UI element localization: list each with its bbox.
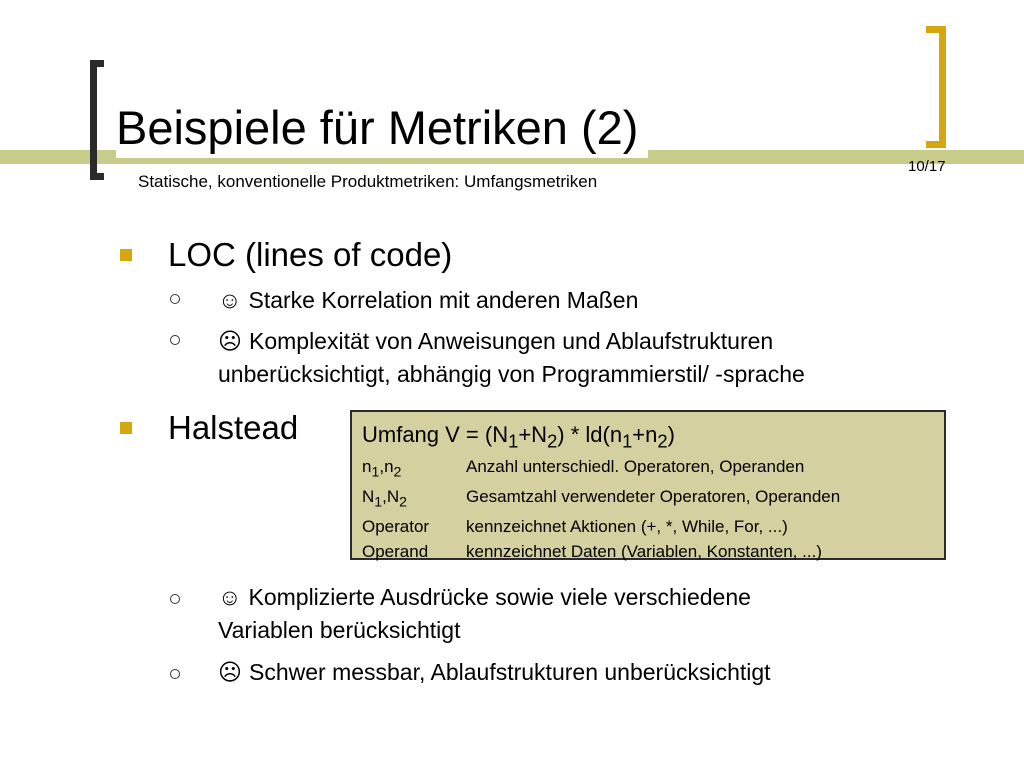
- smiley-icon: ☺: [218, 287, 242, 313]
- definition-description: kennzeichnet Daten (Variablen, Konstanten, ...): [466, 541, 822, 561]
- definition-row: [362, 485, 934, 515]
- halstead-con-text: Schwer messbar, Ablaufstrukturen unberücksichtigt: [248, 659, 771, 685]
- definition-term: $N_1,N_2$: [362, 487, 408, 511]
- halstead-pro-text-1: Komplizierte Ausdrücke sowie viele verschiedene: [248, 584, 751, 610]
- frown-icon: ☹: [218, 328, 242, 354]
- definition-term: Operand: [362, 541, 429, 561]
- definition-row: [362, 515, 934, 540]
- loc-pro-text: Starke Korrelation mit anderen Maßen: [248, 287, 639, 313]
- halstead-pro-item: [218, 581, 751, 647]
- smiley-icon: ☺: [218, 584, 242, 610]
- page-subtitle: Statische, konventionelle Produktmetriken: Umfangsmetriken: [138, 172, 598, 191]
- halstead-formula: Umfang $V = (N_1+N_2) * ld(n_1+n_2)$: [362, 422, 675, 452]
- circle-bullet-icon: [170, 294, 180, 304]
- definition-description: kennzeichnet Aktionen (+, *, While, For, ...): [466, 517, 788, 537]
- loc-con-item: [218, 325, 805, 391]
- halstead-formula-box: [350, 410, 946, 560]
- halstead-pro-text-2: Variablen berücksichtigt: [218, 617, 461, 643]
- definition-description: Anzahl unterschiedl. Operatoren, Operanden: [466, 457, 805, 477]
- page-number: 10/17: [908, 158, 946, 175]
- definition-description: Gesamtzahl verwendeter Operatoren, Operanden: [466, 487, 841, 507]
- right-bracket-decoration: [926, 26, 946, 148]
- circle-bullet-icon: [170, 669, 180, 679]
- page-title: Beispiele für Metriken (2): [116, 98, 648, 158]
- bullet-square-icon: [120, 422, 132, 434]
- circle-bullet-icon: [170, 594, 180, 604]
- definition-term: Operator: [362, 517, 430, 537]
- bullet-square-icon: [120, 249, 132, 261]
- loc-pro-item: [218, 284, 638, 317]
- loc-con-text-1: Komplexität von Anweisungen und Ablaufstrukturen: [248, 328, 774, 354]
- bullet-loc: LOC (lines of code): [168, 236, 453, 273]
- definition-row: [362, 540, 934, 565]
- loc-con-text-2: unberücksichtigt, abhängig von Programmierstil/ -sprache: [218, 361, 805, 387]
- definition-row: [362, 455, 934, 485]
- circle-bullet-icon: [170, 335, 180, 345]
- definition-term: $n_1,n_2$: [362, 457, 402, 481]
- frown-icon: ☹: [218, 659, 242, 685]
- left-bracket-decoration: [90, 60, 104, 180]
- halstead-con-item: [218, 656, 771, 689]
- bullet-halstead: Halstead: [168, 409, 299, 446]
